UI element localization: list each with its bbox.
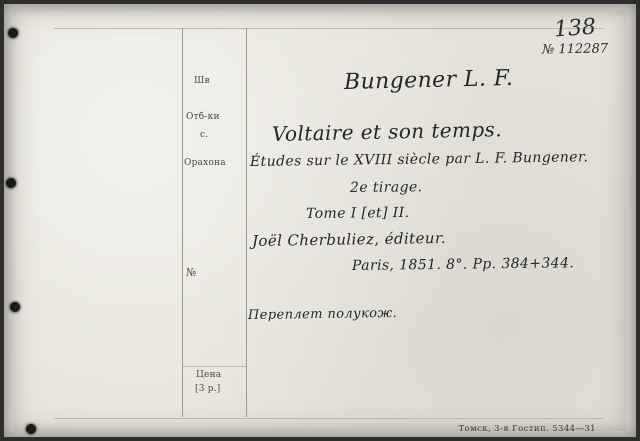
label-number-symbol: № xyxy=(186,266,197,279)
label-price: Цена xyxy=(196,370,222,380)
card-vertical-rule-left xyxy=(182,28,183,417)
entry-author: Bungener L. F. xyxy=(343,65,514,95)
punch-hole-icon xyxy=(8,28,18,38)
catalogue-card xyxy=(14,10,626,434)
entry-line-4: Joël Cherbuliez, éditeur. xyxy=(251,228,447,250)
entry-binding-note: Переплет полукож. xyxy=(247,305,398,323)
label-sub-line-2: с. xyxy=(200,130,209,140)
label-orahona: Орахона xyxy=(184,158,226,168)
label-sub-line-1: Отб-ки xyxy=(186,112,220,122)
entry-line-2: 2e tirage. xyxy=(349,179,423,196)
punch-hole-icon xyxy=(26,424,36,434)
stamped-accession-number: № 112287 xyxy=(541,41,609,58)
card-bottom-rule xyxy=(54,418,604,419)
label-shelfmark: Шв xyxy=(194,76,210,86)
printer-imprint: Томск, 3-я Гостип. 5344—31 xyxy=(458,424,596,434)
price-value: [3 р.] xyxy=(195,384,221,394)
entry-line-1: Études sur le XVIII siècle par L. F. Bungener. xyxy=(249,149,589,170)
entry-line-5: Paris, 1851. 8°. Pp. 384+344. xyxy=(351,255,575,274)
handwritten-accession-number: 138 xyxy=(553,14,597,43)
punch-hole-icon xyxy=(6,178,16,188)
entry-title: Voltaire et son temps. xyxy=(271,117,503,146)
price-box-rule xyxy=(182,366,246,367)
punch-hole-icon xyxy=(10,302,20,312)
card-vertical-rule-right xyxy=(246,28,247,417)
entry-line-3: Tome I [et] II. xyxy=(305,204,410,222)
card-top-rule xyxy=(54,28,604,29)
